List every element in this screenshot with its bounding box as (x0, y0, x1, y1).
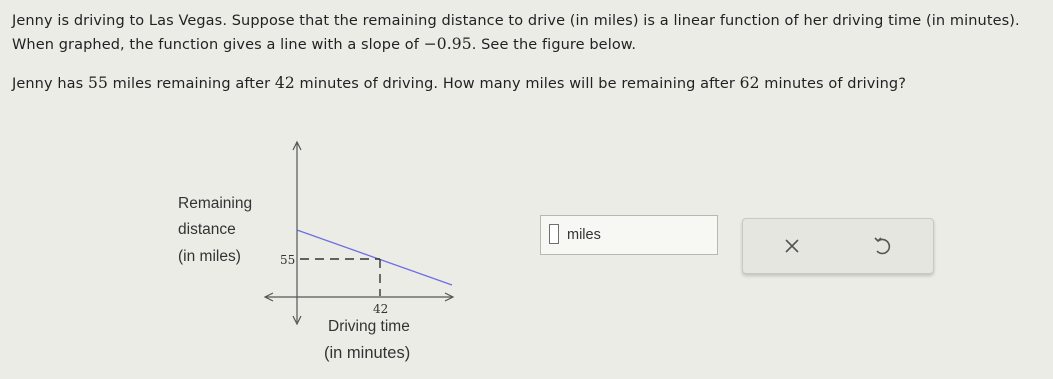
x-tick-label: 42 (373, 302, 389, 316)
clear-button[interactable] (777, 231, 807, 261)
undo-icon (867, 231, 897, 261)
linear-function-graph (170, 130, 470, 370)
question-part-b: miles remaining after (107, 76, 275, 92)
slope-value: −0.95 (423, 35, 472, 53)
action-panel (742, 218, 934, 274)
function-line (297, 230, 452, 285)
x-axis-label-line-1: Driving time (328, 318, 410, 335)
y-axis-label-line-2: distance (178, 221, 236, 238)
x-icon (777, 231, 807, 261)
answer-box (540, 215, 718, 255)
question-intro: Jenny is driving to Las Vegas. Suppose that the remaining distance to drive (in miles) is a linear function of her driving time (in minutes). When graphed, the function gives a line with a slope of (12, 13, 1020, 53)
question-paragraph-1 (12, 10, 1047, 57)
minutes-b-value: 62 (739, 74, 760, 92)
question-paragraph-2 (12, 72, 1047, 96)
minutes-a-value: 42 (274, 74, 295, 92)
question-intro-end: . See the figure below. (471, 37, 637, 53)
y-axis-label-line-1: Remaining (178, 195, 253, 212)
question-part-d: minutes of driving? (759, 76, 906, 92)
y-axis-label-line-3: (in miles) (178, 248, 241, 265)
answer-input[interactable] (549, 224, 559, 244)
question-text (12, 10, 1047, 96)
y-tick-label: 55 (280, 253, 296, 267)
undo-button[interactable] (867, 231, 897, 261)
unit-label: miles (567, 227, 601, 243)
question-part-a: Jenny has (12, 76, 89, 92)
x-axis-label-line-2: (in minutes) (324, 344, 411, 362)
question-part-c: minutes of driving. How many miles will be remaining after (294, 76, 740, 92)
miles-remaining-value: 55 (88, 74, 108, 92)
